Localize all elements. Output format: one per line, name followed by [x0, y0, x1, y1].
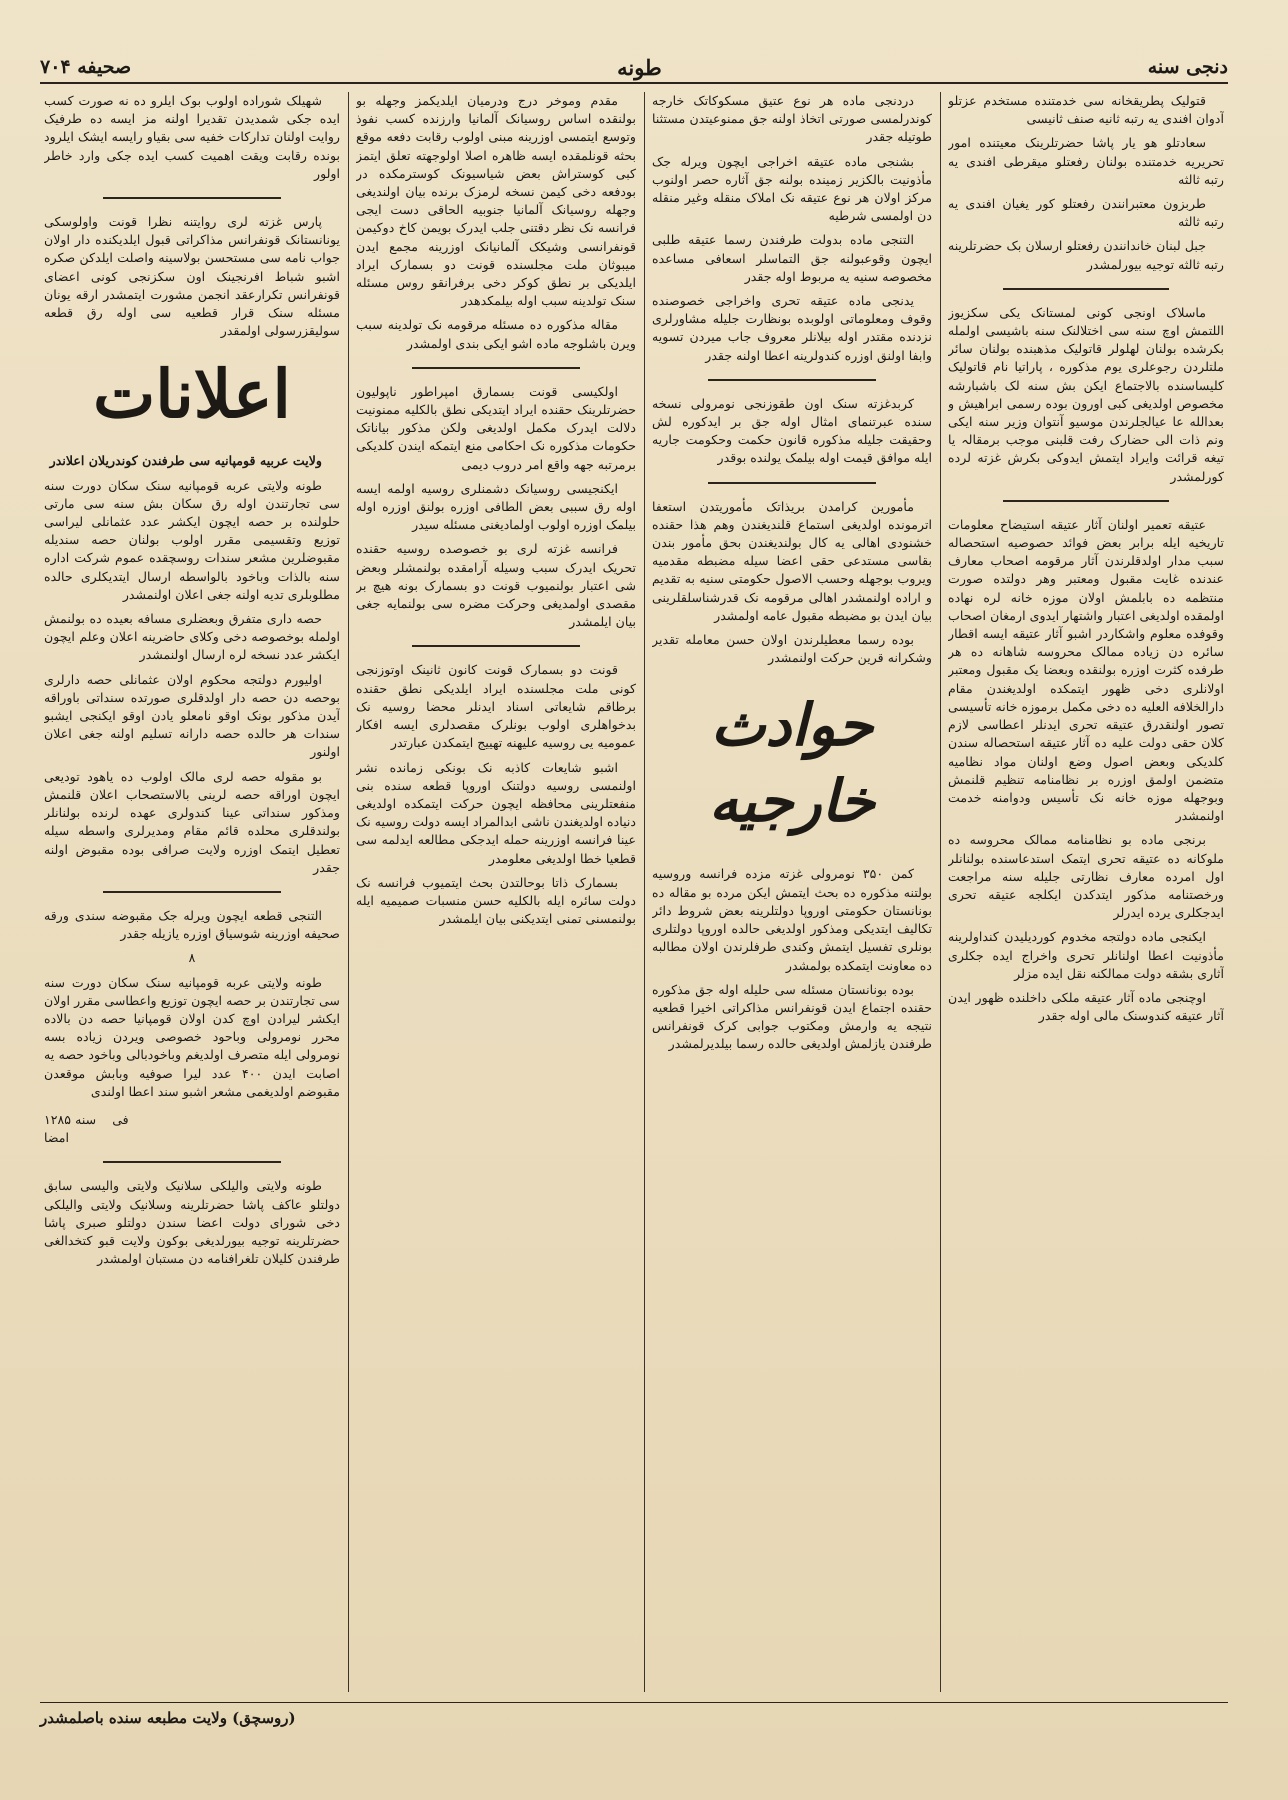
notice-heading: ولایت عربیه قومپانیه سی طرفندن کوندریلان اعلاندر: [49, 453, 322, 469]
col3-paragraph: اشبو شایعات کاذبه نک بونکی زمانده نشر اولنمسی روسیه دولتنک اوروپا قطعه سنده بنی منفعتلرینی محافظه ایچون حرکت ایتمکده اولدیغی دنیاده اولدیغندن ناشی ابدالمراد ایسه دولت روسیه نک عینا فرانسه اوزرینه حمله ایدجکی مطالعه ایدلمه سی قطعیا خطا اولدیغی معلومدر: [356, 759, 636, 866]
col4-paragraph: طونه ولایتی عربه قومپانیه سنک سکان دورت سنه سی تجارتندن بر حصه ایچون توزیع واعطاسی مقرر اولان ایکشر لیرادن اوچ کدن اولان قومپانیا حصه دن بالاده محرر نومرولی وباحود خصوصی ویردن زیاده بسه نومرولی ایله متصرف اولدیغم وباخودبالی وباخود حصه یه اصابت ایدن ۴۰۰ عدد لیرا صوفیه وبابش موقعدن مقبوضم اولدیغمی مشعر اشبو سند اعطا اولندی: [44, 974, 340, 1099]
section-divider: [412, 645, 580, 647]
column-4: [44, 92, 340, 1692]
receipt-imza: امضا: [44, 1130, 70, 1146]
col1-paragraph: قتولیک پطریقخانه سی خدمتنده مستخدم عزتلو آدوان افندی یه رتبه ثانیه صنف ثانیسی: [948, 93, 1224, 127]
section-divider: [103, 1161, 281, 1163]
column-rule: [940, 92, 941, 1692]
col1-paragraph: اوچنجی ماده آثار عتیقه ملکی داخلنده ظهور ایدن آثار عتیقه کندوسنک مالی اوله جقدر: [948, 989, 1224, 1024]
receipt-fi: فی: [112, 1111, 129, 1127]
section-divider: [103, 197, 281, 199]
col4-paragraph: طونه ولایتی والیلکی سلانیک ولایتی والیسی سابق دولتلو عاکف پاشا حضرتلرینه وسلانیک ولایتی والیلکی دخی شورای دولت اعضا سندن دولتلو صبری پاشا حضرتلرینه توجیه بیورلدیغی بوکون ولایت قبو کتخدالغی طرفندن کلیلان تلغرافنامه دن مستبان اولمشدر: [44, 1178, 340, 1267]
col2-paragraph: بوده بونانستان مسئله سی حلیله اوله جق مذکوره حقنده اجتماع ایدن قونفرانس مذاکراتی اخیرا قطعیه نتیجه یه وارمش ومکتوب جوابی کرک قونفرانس طرفندن یازلمش اولدیغی حالده رسما بیلدیرلمشدر: [652, 981, 932, 1052]
receipt-signature-block: [44, 1111, 340, 1147]
col1-paragraph: ماسلاک اونجی کونی لمستانک یکی سکزیوز اللتمش اوچ سنه سی اختلالنک سنه باشیسی اولمله بکرشده بولنان لهلولر قاتولیک مذهبنده بولنان سائر ملتلردن رجوعلری یوم مذکوره ، پاراتیا نام قاتولیک کلیساسنده بالاجتماع ایکن بش سنه لک باشبارشه مخصوص اولدیغی کبی اورون بوده رسمی ابراهیش و بعدالله عا عیالجلرندن موسیو آنتوان وزیر سنه ایکی ونم ذات الی حضارک رفت قلبنی موجب برمقالہ یا تیغه قرائت وایراد ایتمش ایدوکی بکرش غزته لرده کورلمشدر: [948, 304, 1224, 484]
column-rule: [644, 92, 645, 1692]
header-page-number: صحیفه ۷۰۴: [40, 56, 132, 78]
col4-paragraph: طونه ولایتی عربه قومپانیه سنک سکان دورت سنه سی تجارتندن اوله رق سکان بش سنه سی مارتی حلولنده بر حصه ایچون ایکشر عدد عثمانلی لیراسی توزیع وتقسیمی مقرر اولوب بولنان حصه سندیله مقبوضلرین مشعر سندات روسچقده عموم شرکت اداره سنه بالذات وباخود بالواسطه ارسال ایتدیکلری حالده مطلوبلری تدیه اولنه جغی اعلان اولنمشدر: [44, 477, 340, 602]
section-divider: [708, 482, 876, 484]
col4-paragraph: اولیورم دولتجه محکوم اولان عثمانلی حصه دارلری بوحصه دن حصه دار اولدقلری صورتده سنداتی باوراقه آیدن مذکور بونک اوقو نامعلو یادن اوقو ایکنجی ایشبو سندات هر حالده حصه دارانه تسلیم اولنه جغی اعلان اولنور: [44, 671, 340, 760]
col1-paragraph: برنجی ماده بو نظامنامه ممالک محروسه ده ملوکانه ده عتیقه تحری ایتمک استدعاسنده بولنانلر اول امرده معارف نظارتی جلیله سنه مراجعت ورخصتنامه مذکور ایتدکدن ایکلجه عتیقه تحری ایدجکلری یرده ایدرلر: [948, 832, 1224, 921]
col4-paragraph: بو مقوله حصه لری مالک اولوب ده یاهود تودیعی ایچون اوراقه حصه لرینی بالاستصحاب اعلان قلنمش ومذکور سنداتی عینا کندولری عهده لرنده بولنانلر بولندقلری محلده قائم مقام ومدیرلری واسطه سیله تعطیل ایتمک اوزره ولایت صرافی بوده مقبوض اولنه جقدر: [44, 768, 340, 875]
receipt-date: سنه ۱۲۸۵: [44, 1111, 97, 1127]
col2-paragraph: کربدغزته سنک اون طقوزنجی نومرولی نسخه سنده عبرتنمای امثال اوله جق بر ایدکوره لش وحقیقت جلیله مذکوره قانون حکمت وحکومت جاریه ایله موافق قیمت اوله بیلمک یولنده بوقدر: [652, 395, 932, 466]
col3-paragraph: قونت دو بسمارک قونت کانون ثانینک اوتوزنجی کونی ملت مجلسنده ایراد ایلدیکی نطق حقنده برطاقم شایعاتی اسناد ایدنلر محضا روسیه نک بدخواهلری اولوب بونلرک مقصدلری ایسه افکار عمومیه یی روسیه علیهنه تهییج ایتمکدن عبارتدر: [356, 662, 636, 751]
col2-paragraph: بوده رسما معطیلرندن اولان حسن معامله تقدیر وشکرانه قرین حرکت اولنمشدر: [652, 632, 932, 666]
col1-paragraph: سعادتلو هو یار پاشا حضرتلرینک معیتنده امور تحریریه خدمتنده بولنان رفعتلو میقرطی افندی یه رتبه ثالثه: [948, 135, 1224, 187]
page-header: [40, 52, 1228, 84]
section-divider: [103, 891, 281, 893]
col3-paragraph: ایکنجیسی روسیانک دشمنلری روسیه اولمه ایسه اوله رق سببی بعض الطافی اوزره بولنق اوزره اوله بیلمک اوزره اولوب اولمادیغنی مسئله سیدر: [356, 480, 636, 533]
col1-paragraph: طربزون معتبرانندن رفعتلو کور یغیان افندی یه رتبه ثالثه: [948, 196, 1224, 230]
col2-paragraph: دردنجی ماده هر نوع عتیق مسکوکاتک خارجه کوندرلمسی صورتی اتخاذ اولنه جق ممنوعیتدن مستثنا طوتیله جقدر: [652, 93, 932, 145]
col2-paragraph: بشنجی ماده عتیقه اخراجی ایچون ویرله جک مأذونیت بالکزیر زمینده بولنه جق آثاره حصر اولنوب مرکز اولان هر نوع عتیقه نک املاک منقله وغیر منقله دن اولمسی شرطیه: [652, 153, 932, 224]
section-divider: [708, 379, 876, 381]
col1-paragraph: ایکنجی ماده دولتجه مخدوم کوردیلیدن کنداولرینه مأذونیت اعطا اولنانلر تحری واخراج ایده جکلری آثاری بشقه دولت ممالکنه نقل ایده مزلر: [948, 929, 1224, 981]
col4-paragraph: شهیلک شوراده اولوب بوک ایلرو ده نه صورت کسب ایده جکی شمدیدن تقدیرا اولنه مز ایسه ده طرفیک روایت اولنان تدارکات خفیه سی بقیاو رایسه ایشک ایلرود بونده رقابت ویقت اهمیت کسب ایده جکی وارد خاطر اولور: [44, 93, 340, 181]
col1-paragraph: جبل لبنان خاندانندن رفعتلو ارسلان بک حضرتلرینه رتبه ثالثه توجیه بیورلمشدر: [948, 238, 1224, 272]
col4-paragraph: التنجی قطعه ایچون ویرله جک مقبوضه سندی ورقه صحیفه اوزرینه شوسیاق اوزره یازیله جقدر: [44, 907, 340, 942]
header-masthead: طونه: [617, 54, 662, 80]
col4-paragraph: حصه داری متفرق وبعضلری مسافه بعیده ده بولنمش اولمله بوخصوصه دخی وکلای حاضرینه اعلان وعلم ایچون ایکشر عدد نسخه لره ارسال اولنمشدر: [44, 611, 340, 663]
col1-paragraph: عتیقه تعمیر اولنان آثار عتیقه استیضاح معلومات تاریخیه ایله برابر بعض فوائد حصوصیه استحصاله سبب مدار اولدقلرندن آثار مرقومه اصحاب معارف عندنده غایت مقبول ومعتبر وهر دولتده صورت منتظمه ده بابلمش اولان موزه خانه لره نهاده اولمقده اولدیغی اعتبار واشتهار ایدوی ارمغان اصحاب وقوفده معلوم واشکاردر اشبو آثار عتیقه ایسه اقطار سائره دن زیاده ممالک محروسه شاهانه ده هر طرفده کثرت اوزره بولنقده وبعضا یک مقبول ومعتبر اولانلری دخی ظهور ایتمکده اولدیغندن مقام دارالخلافه العلیه ده دخی مکمل برموزه خانه تأسیسی تصور اولنقدرق عتیقه تحری ایدنلر اعطاسی لازم کلان حقی دولت علیه ده آثار عتیقه استحصاله سندن کلدیکی وبعض اصول وضع اولنان مواد نظامیه متضمن اولمق اوزره بر نظامنامه تنظیم قلنمش وبوجهله موزه خانه نک تأسیس ودوامنه خدمت اولنمشدر: [948, 516, 1224, 824]
page-footer: [40, 1702, 1228, 1733]
column-1: [948, 92, 1224, 1692]
col3-paragraph: فرانسه غزته لری بو خصوصده روسیه حقنده تحریک ایدرک سبب وسیله آرامقده بولنمشلر وبعض شی اعتبار بولنمیوب قونت دو بسمارک بونه هیچ بر مقصدی اولمدیغی وحرکت مضره سی بولنمایه جغی بیان ایلمشدر: [356, 541, 636, 630]
column-rule: [348, 92, 349, 1692]
col2-paragraph: التنجی ماده بدولت طرفندن رسما عتیقه طلبی ایچون وقوعبولنه جق التماسلر اسعافی مساعده مخصوصه سنیه یه مربوط اوله جقدر: [652, 232, 932, 284]
col2-paragraph: کمن ۳۵۰ نومرولی غزته مزده فرانسه وروسیه بولتنه مذکوره ده بحث ایتمش ایکن مرده بو مقاله ده بونانستان حکومتی اوروپا دولتلرینه بعض شروط دائر تکالیف ایتدیکی ومذکور اولدیغی حالده اوروپا دولتلری بونلری تفسیل ایتمش وکندی طرفلرندن اولان مطالبه ده معاونت ایتمکده بولمشدر: [652, 866, 932, 973]
section-divider: [1003, 500, 1169, 502]
col4-paragraph: پارس غزته لری روایتنه نظرا قونت واولوسکی یونانستانک قونفرانس مذاکراتی قبول ایلدیکنده دار اولان جواب نامه سی مستحسن بولاسینه واصلت ایلدکن صکره اشبو شباط افرنجینک اون سکزنجی کونی اعضای قونفرانس تکرارعقد انجمن مشورت ایتمشدر ارقه یونان مسئله سنک قرار قطعیه سی اوله رق قطعه سولیقزرسولی اولمقدر: [44, 214, 340, 339]
receipt-number: ۸: [188, 950, 196, 966]
announcements-title: اعلانات: [93, 355, 291, 434]
col3-paragraph: بسمارک ذاتا بوحالتدن بحث ایتمیوب فرانسه نک دولت سائره ایله بالکلیه حسن منسبات صمیمیه ایله بولنمسنی تمنی ایتدیکنی بیان ایلمشدر: [356, 874, 636, 927]
printer-imprint: (روسچق) ولایت مطبعه سنده باصلمشدر: [40, 1709, 296, 1727]
section-divider: [1003, 288, 1169, 290]
column-2: [652, 92, 932, 1692]
section-title-foreign-news: حوادث خارجیه: [709, 691, 875, 836]
col3-paragraph: مقاله مذکوره ده مسئله مرقومه نک تولدینه سبب ویرن باشلوجه ماده اشو ایکی بندی اولمشدر: [356, 317, 636, 351]
section-divider: [412, 367, 580, 369]
col2-paragraph: مأمورین کرامدن بریذاتک مأموریتدن استعفا اترمونده اولدیغی استماع قلندیغندن وهم هذا حقنده خشنودی اهالی یه کال بولندیغندن بحق مأمور بندن بقاسی مستدعی حقی اعضا سیله مضبطه مقدمیه ویروب بوجهله وحسب الاصول حکومتی سنیه به تقدیم و اراده اولنمشدر اهالی مرقومه نک قدرشناسلقلرینی بیان ایدن بو مضبطه مقبول عامه اولمشدر: [652, 498, 932, 623]
col3-paragraph: اولکیسی قونت بسمارق امپراطور ناپولیون حضرتلرینک حقنده ایراد ایتدیکی نطق بالکلیه ممنونیت دلالت ایدرک مکمل اولدیغی ولکن مذکور بیاناتک حکومات مذکوره نک احکامی منع ایتمکه ایندن کلدیکی برمرتبه جهه واقع امر دروب دیمی: [356, 383, 636, 472]
header-issue: دنجی سنه: [1147, 56, 1228, 78]
col2-paragraph: یدنجی ماده عتیقه تحری واخراجی خصوصنده وقوف ومعلوماتی اولوبده بونظارت جلیله مشاورلری نزدنده مقتدر اوله بیلانلر معروف جاب میردن تسویه وابفا اولنق اوزره کندولرینه اعطا اولنه جقدر: [652, 293, 932, 363]
column-3: [356, 92, 636, 1692]
col3-paragraph: مقدم وموخر درج ودرمیان ایلدیکمز وجهله بو بولنقده اساس روسیانک آلمانیا وارزنده کسب نفوذ وتوسع ایتمسی اوزرینه مبنی اولوب رقابت دفعه موقع بحثه قونلمقده ایسه ظاهره اصلا اولوجهته تعلق ایتمز کبی کوستراش بعض شیاسیونک کوسترمکده در بودفعه دخی کیمن نسخه لرمزک برنده بیان اولندیغی وجهله روسیانک آلمانیا جنوبیه الحاقی دست ایجی فرانسه نک نظر دقتنی جلب ایدرک بویمن کاخ دوکیمن قونفرانسی وشیکک آلمانیانک اوزرینه مجمع ایدن میبوثان ملت مجلسنده قونت دو بسمارک ایراد ایلدیکی بر نطق کوکر دخی برفرانقو روس مسئله سنک تولدینه سبب اوله بیلمکدهدر: [356, 93, 636, 309]
